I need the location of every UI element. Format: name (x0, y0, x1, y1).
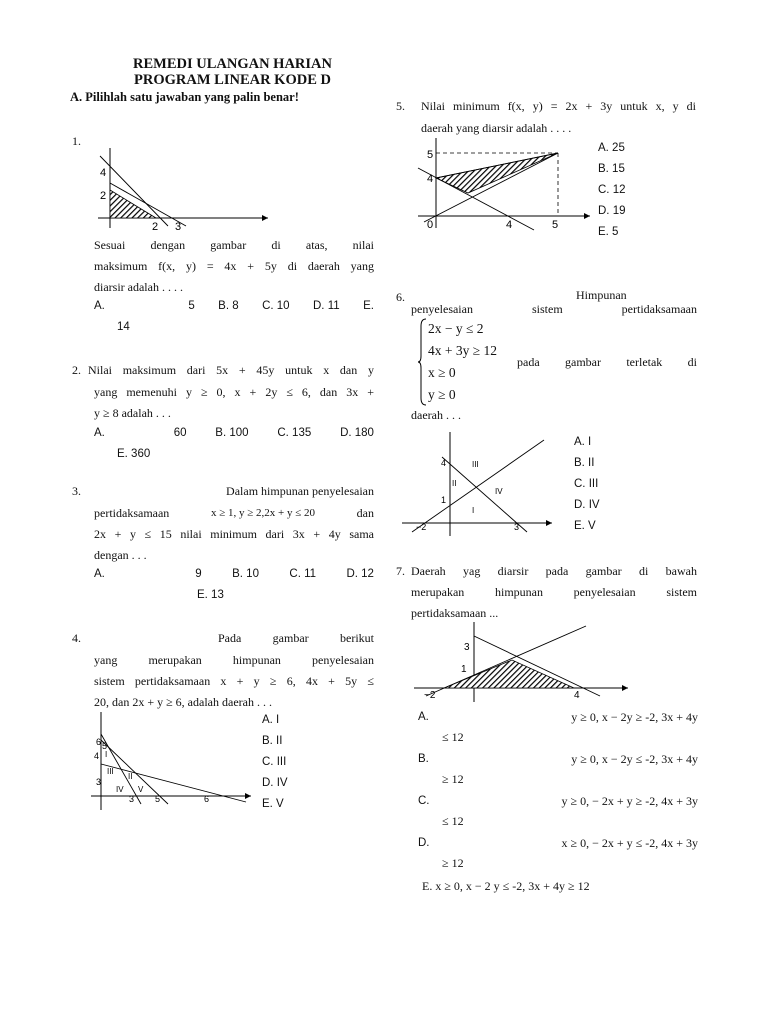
q6-option-c[interactable]: C. III (574, 478, 599, 490)
q6-word-himpunan: Himpunan (576, 288, 627, 302)
q4-text-line1: Pada gambar berikut (218, 631, 374, 645)
q4-text-line3: sistem pertidaksamaan x + y ≥ 6, 4x + 5y ≤ (94, 674, 374, 688)
q6-region-iii: III (472, 460, 479, 469)
q6-option-b[interactable]: B. II (574, 457, 595, 469)
q4-region-i: I (105, 750, 108, 759)
q1-label-4: 4 (100, 167, 107, 179)
q1-label-2x: 2 (152, 221, 159, 233)
q6-option-e[interactable]: E. V (574, 520, 596, 532)
q6-ineq-1: 2x − y ≤ 2 (428, 321, 484, 336)
q2-text-line1: Nilai maksimum dari 5x + 45y untuk x dan y (88, 363, 374, 377)
q4-label-6: 6 (96, 737, 102, 747)
q7-option-b-text: y ≥ 0, x − 2y ≤ -2, 3x + 4y (571, 752, 698, 766)
q5-label-4x: 4 (506, 219, 513, 231)
q1-graph (88, 148, 278, 238)
q7-option-c-cont: ≤ 12 (442, 814, 464, 828)
q6-word-sistem: sistem (531, 302, 563, 316)
q6-label-3: 3 (514, 522, 520, 532)
q1-option-e-value[interactable]: 14 (117, 321, 130, 333)
q1-text-line2: maksimum f(x, y) = 4x + 5y di daerah yang (94, 259, 374, 273)
exam-title-line1: REMEDI ULANGAN HARIAN (133, 56, 332, 72)
q6-word-penyelesaian: penyelesaian (411, 302, 473, 316)
q6-text-line2 (411, 299, 697, 320)
q6-label-4: 4 (441, 458, 447, 468)
q6-region-i: I (472, 506, 475, 515)
q6-number: 6. (396, 290, 405, 304)
q2-option-c[interactable]: C. 135 (277, 427, 312, 439)
q3-option-a-value[interactable]: 9 (195, 568, 202, 580)
q4-label-3y: 3 (96, 777, 102, 787)
q5-number: 5. (396, 99, 405, 113)
q7-text-line1: Daerah yag diarsir pada gambar di bawah (411, 564, 697, 578)
q5-graph (410, 138, 595, 233)
q7-label-neg2: −2 (424, 690, 436, 701)
q4-text-line2: yang merupakan himpunan penyelesaian (94, 653, 374, 667)
q6-word-terletak: terletak (626, 355, 663, 369)
q4-region-iii: III (107, 767, 114, 776)
q7-label-3: 3 (464, 642, 470, 653)
section-a-instruction: A. Pilihlah satu jawaban yang palin benar! (70, 90, 299, 104)
q4-text-line4: 20, dan 2x + y ≥ 6, adalah daerah . . . (94, 695, 272, 709)
q3-text-dan: dan (356, 506, 374, 520)
q5-label-0: 0 (427, 219, 434, 231)
q7-option-c-label: C. (418, 795, 430, 807)
q3-option-d[interactable]: D. 12 (346, 568, 374, 580)
q1-option-a-label[interactable]: A. (94, 300, 105, 312)
q1-shaded-region (110, 190, 156, 218)
q4-option-a[interactable]: A. I (262, 714, 280, 726)
q6-side-text (517, 352, 697, 373)
q6-region-iv: IV (495, 487, 503, 496)
q3-number: 3. (72, 484, 81, 498)
q1-label-2y: 2 (100, 190, 107, 202)
q4-label-3x: 3 (129, 794, 135, 804)
q6-ineq-3: x ≥ 0 (428, 365, 456, 380)
q5-line-b (424, 153, 558, 222)
q5-text-line1: Nilai minimum f(x, y) = 2x + 3y untuk x, y di (421, 99, 696, 113)
q3-inequalities: x ≥ 1, y ≥ 2,2x + y ≤ 20 (210, 507, 316, 519)
q3-text-line1: Dalam himpunan penyelesaian (226, 484, 374, 498)
q6-option-a[interactable]: A. I (574, 436, 592, 448)
q1-option-a-value[interactable]: 5 (188, 300, 195, 312)
q7-text-line3: pertidaksamaan ... (411, 606, 499, 620)
q6-label-1: 1 (441, 495, 447, 505)
q7-text-line2: merupakan himpunan penyelesaian sistem (411, 585, 697, 599)
q3-option-c[interactable]: C. 11 (289, 568, 317, 580)
q2-option-b[interactable]: B. 100 (215, 427, 249, 439)
q7-label-1: 1 (461, 664, 467, 675)
q3-text-line2 (94, 503, 374, 524)
q5-options (598, 138, 626, 243)
q7-option-e[interactable]: E. x ≥ 0, x − 2 y ≤ -2, 3x + 4y ≥ 12 (422, 879, 590, 893)
q4-label-5: 5 (102, 741, 108, 751)
q6-system (428, 318, 497, 406)
q6-options (574, 432, 600, 537)
q1-options (94, 300, 374, 312)
q4-label-4: 4 (94, 751, 100, 761)
q7-option-d[interactable] (418, 833, 698, 873)
exam-title-line2: PROGRAM LINEAR KODE D (134, 72, 331, 88)
q1-option-e-label[interactable]: E. (363, 300, 374, 312)
q4-region-v: V (138, 785, 144, 794)
q6-word-pada: pada (517, 355, 540, 369)
q7-option-d-text: x ≥ 0, − 2x + y ≤ -2, 4x + 3y (561, 836, 698, 850)
q7-graph (412, 622, 632, 704)
q3-text-line4: dengan . . . (94, 548, 147, 562)
q6-word-gambar: gambar (565, 355, 601, 369)
q2-option-a-label[interactable]: A. (94, 427, 105, 439)
q7-option-c-text: y ≥ 0, − 2x + y ≥ -2, 4x + 3y (561, 794, 698, 808)
q4-option-c[interactable]: C. III (262, 756, 287, 768)
q2-options (94, 427, 374, 439)
q6-text-daerah: daerah . . . (411, 408, 461, 422)
q4-option-e[interactable]: E. V (262, 798, 284, 810)
q4-options (262, 710, 288, 815)
q6-word-pertidaksamaan: pertidaksamaan (621, 302, 697, 316)
q5-label-4y: 4 (427, 173, 434, 185)
q4-graph (86, 712, 254, 812)
q2-option-a-value[interactable]: 60 (173, 427, 187, 439)
q6-word-di: di (687, 355, 697, 369)
q5-option-c[interactable]: C. 12 (598, 184, 626, 196)
q7-option-d-cont: ≥ 12 (442, 856, 464, 870)
q6-system-brace (418, 318, 428, 406)
q7-option-a-text: y ≥ 0, x − 2y ≥ -2, 3x + 4y (571, 710, 698, 724)
q6-ineq-4: y ≥ 0 (428, 387, 456, 402)
q2-number: 2. (72, 363, 81, 377)
q4-label-6x: 6 (204, 794, 210, 804)
q4-option-d[interactable]: D. IV (262, 777, 288, 789)
q6-graph (402, 432, 554, 537)
q4-number: 4. (72, 631, 81, 645)
q5-label-5x: 5 (552, 219, 559, 231)
q1-option-c[interactable]: C. 10 (262, 300, 290, 312)
q7-option-c[interactable] (418, 791, 698, 831)
q3-text-pertidaksamaan: pertidaksamaan (94, 506, 170, 520)
q5-option-a[interactable]: A. 25 (598, 142, 625, 154)
q7-number: 7. (396, 564, 405, 578)
q7-option-d-label: D. (418, 837, 430, 849)
q7-option-b-cont: ≥ 12 (442, 772, 464, 786)
q5-option-e[interactable]: E. 5 (598, 226, 619, 238)
q4-region-iv: IV (116, 785, 124, 794)
q6-label-neg2: −2 (416, 522, 427, 532)
q1-option-b[interactable]: B. 8 (218, 300, 239, 312)
q1-option-d[interactable]: D. 11 (313, 300, 340, 312)
q6-ineq-2: 4x + 3y ≥ 12 (428, 343, 498, 358)
q2-text-line3: y ≥ 8 adalah . . . (94, 406, 171, 420)
q7-option-a-cont: ≤ 12 (442, 730, 464, 744)
q5-option-b[interactable]: B. 15 (598, 163, 625, 175)
q5-text-line2: daerah yang diarsir adalah . . . . (421, 121, 572, 135)
q6-line-4x-3y (442, 457, 527, 532)
q1-label-3: 3 (175, 221, 182, 233)
q6-line-2x-y (412, 440, 544, 532)
q7-option-a-label: A. (418, 711, 429, 723)
q5-label-5y: 5 (427, 149, 434, 161)
q1-number: 1. (72, 134, 81, 148)
q5-option-d[interactable]: D. 19 (598, 205, 626, 217)
q3-option-a-label[interactable]: A. (94, 568, 105, 580)
q3-options (94, 568, 374, 580)
q7-option-b-label: B. (418, 753, 429, 765)
q2-option-d[interactable]: D. 180 (340, 427, 374, 439)
q6-region-ii: II (452, 479, 457, 488)
q7-label-4: 4 (574, 690, 580, 701)
q2-option-e[interactable]: E. 360 (117, 448, 151, 460)
q3-text-line3: 2x + y ≤ 15 nilai minimum dari 3x + 4y sama (94, 527, 374, 541)
q1-text-line1: Sesuai dengan gambar di atas, nilai (94, 238, 374, 252)
q3-option-b[interactable]: B. 10 (232, 568, 259, 580)
q2-text-line2: yang memenuhi y ≥ 0, x + 2y ≤ 6, dan 3x + (94, 385, 374, 399)
q3-option-e[interactable]: E. 13 (197, 589, 224, 601)
q4-option-b[interactable]: B. II (262, 735, 283, 747)
q7-option-b[interactable] (418, 749, 698, 789)
q6-option-d[interactable]: D. IV (574, 499, 600, 511)
q1-text-line3: diarsir adalah . . . . (94, 280, 183, 294)
q4-region-ii: II (128, 772, 133, 781)
q7-option-a[interactable] (418, 707, 698, 747)
q4-label-5x: 5 (155, 794, 161, 804)
